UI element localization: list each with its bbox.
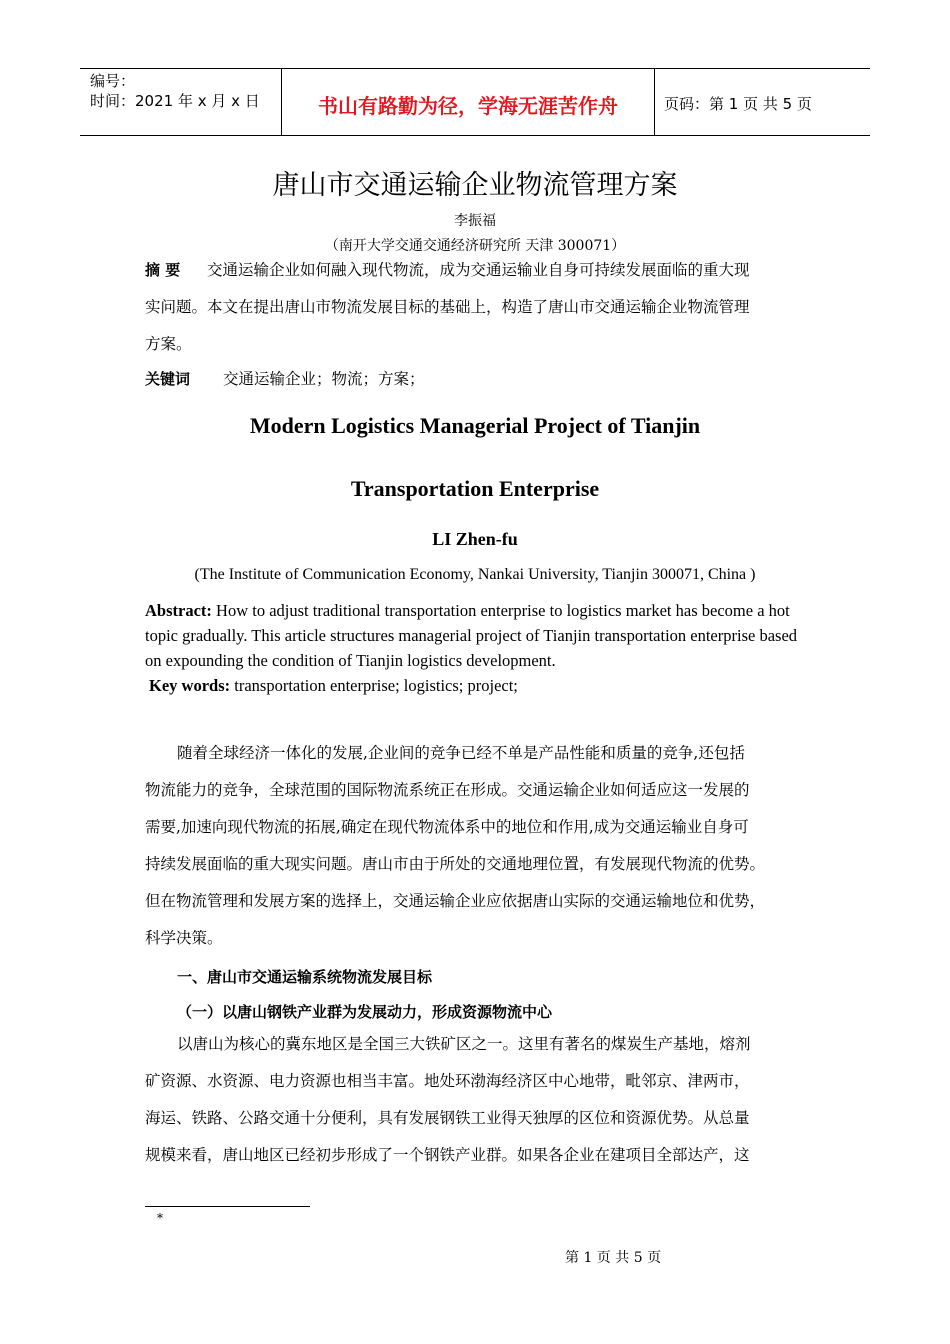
english-title-line-1: Modern Logistics Managerial Project of Tianjin xyxy=(249,413,701,438)
keywords-cn xyxy=(145,361,820,398)
english-title-line-2: Transportation Enterprise xyxy=(350,476,600,501)
footnote-divider xyxy=(145,1206,310,1207)
keywords-label: 关键词 xyxy=(145,370,191,388)
section-1-line: 规模来看，唐山地区已经初步形成了一个钢铁产业群。如果各企业在建项目全部达产，这 xyxy=(145,1146,750,1164)
section-1-paragraph xyxy=(145,1026,825,1174)
page-footer: 第 1 页 共 5 页 xyxy=(565,1250,662,1266)
abstract-en-line-2: topic gradually. This article structures managerial project of Tianjin transportation enterprise based xyxy=(145,626,798,645)
time-label: 时间：2021 年 x 月 x 日 xyxy=(90,92,260,110)
abstract-label: 摘 要 xyxy=(145,261,181,279)
keywords-en-text: transportation enterprise; logistics; project; xyxy=(230,676,518,695)
header-page-info: 页码：第 1 页 共 5 页 xyxy=(664,94,812,113)
intro-line: 物流能力的竞争，全球范围的国际物流系统正在形成。交通运输企业如何适应这一发展的 xyxy=(145,781,750,799)
keywords-en-label: Key words: xyxy=(149,676,231,695)
document-title: 唐山市交通运输企业物流管理方案 xyxy=(272,170,678,201)
abstract-line-1: 交通运输企业如何融入现代物流，成为交通运输业自身可持续发展面临的重大现 xyxy=(207,261,750,279)
intro-line: 但在物流管理和发展方案的选择上，交通运输企业应依据唐山实际的交通运输地位和优势， xyxy=(145,892,766,910)
intro-line: 随着全球经济一体化的发展,企业间的竞争已经不单是产品性能和质量的竞争,还包括 xyxy=(177,744,745,762)
english-author: LI Zhen-fu xyxy=(432,529,518,549)
section-1-line: 矿资源、水资源、电力资源也相当丰富。地处环渤海经济区中心地带，毗邻京、津两市， xyxy=(145,1072,750,1090)
intro-line: 需要,加速向现代物流的拓展,确定在现代物流体系中的地位和作用,成为交通运输业自身可 xyxy=(145,818,749,836)
abstract-cn xyxy=(145,252,820,363)
abstract-en-label: Abstract: xyxy=(145,601,212,620)
header-motto: 书山有路勤为径，学海无涯苦作舟 xyxy=(282,69,655,135)
keywords-text: 交通运输企业；物流；方案； xyxy=(223,370,425,388)
author: 李振福 xyxy=(454,213,496,229)
footnote-mark: * xyxy=(157,1211,163,1225)
number-label: 编号： xyxy=(90,72,136,90)
intro-line: 科学决策。 xyxy=(145,929,223,947)
subsection-1-heading: （一）以唐山钢铁产业群为发展动力，形成资源物流中心 xyxy=(177,1003,553,1021)
english-affiliation: (The Institute of Communication Economy, Nankai University, Tianjin 300071, China ) xyxy=(194,566,756,583)
intro-paragraph xyxy=(145,735,825,957)
abstract-line-3: 方案。 xyxy=(145,335,192,353)
abstract-en xyxy=(145,598,825,698)
header-meta xyxy=(80,69,282,135)
document-header xyxy=(80,68,870,136)
abstract-en-line-3: on expounding the condition of Tianjin logistics development. xyxy=(145,651,556,670)
section-1-line: 以唐山为核心的冀东地区是全国三大铁矿区之一。这里有著名的煤炭生产基地，熔剂 xyxy=(177,1035,751,1053)
abstract-en-line-1: How to adjust traditional transportation enterprise to logistics market has become a hot xyxy=(211,601,790,620)
section-1-line: 海运、铁路、公路交通十分便利，具有发展钢铁工业得天独厚的区位和资源优势。从总量 xyxy=(145,1109,750,1127)
section-1-heading: 一、唐山市交通运输系统物流发展目标 xyxy=(177,968,433,986)
affiliation: （南开大学交通交通经济研究所 天津 300071） xyxy=(324,238,626,254)
abstract-line-2: 实问题。本文在提出唐山市物流发展目标的基础上，构造了唐山市交通运输企业物流管理 xyxy=(145,298,750,316)
intro-line: 持续发展面临的重大现实问题。唐山市由于所处的交通地理位置，有发展现代物流的优势。 xyxy=(145,855,766,873)
